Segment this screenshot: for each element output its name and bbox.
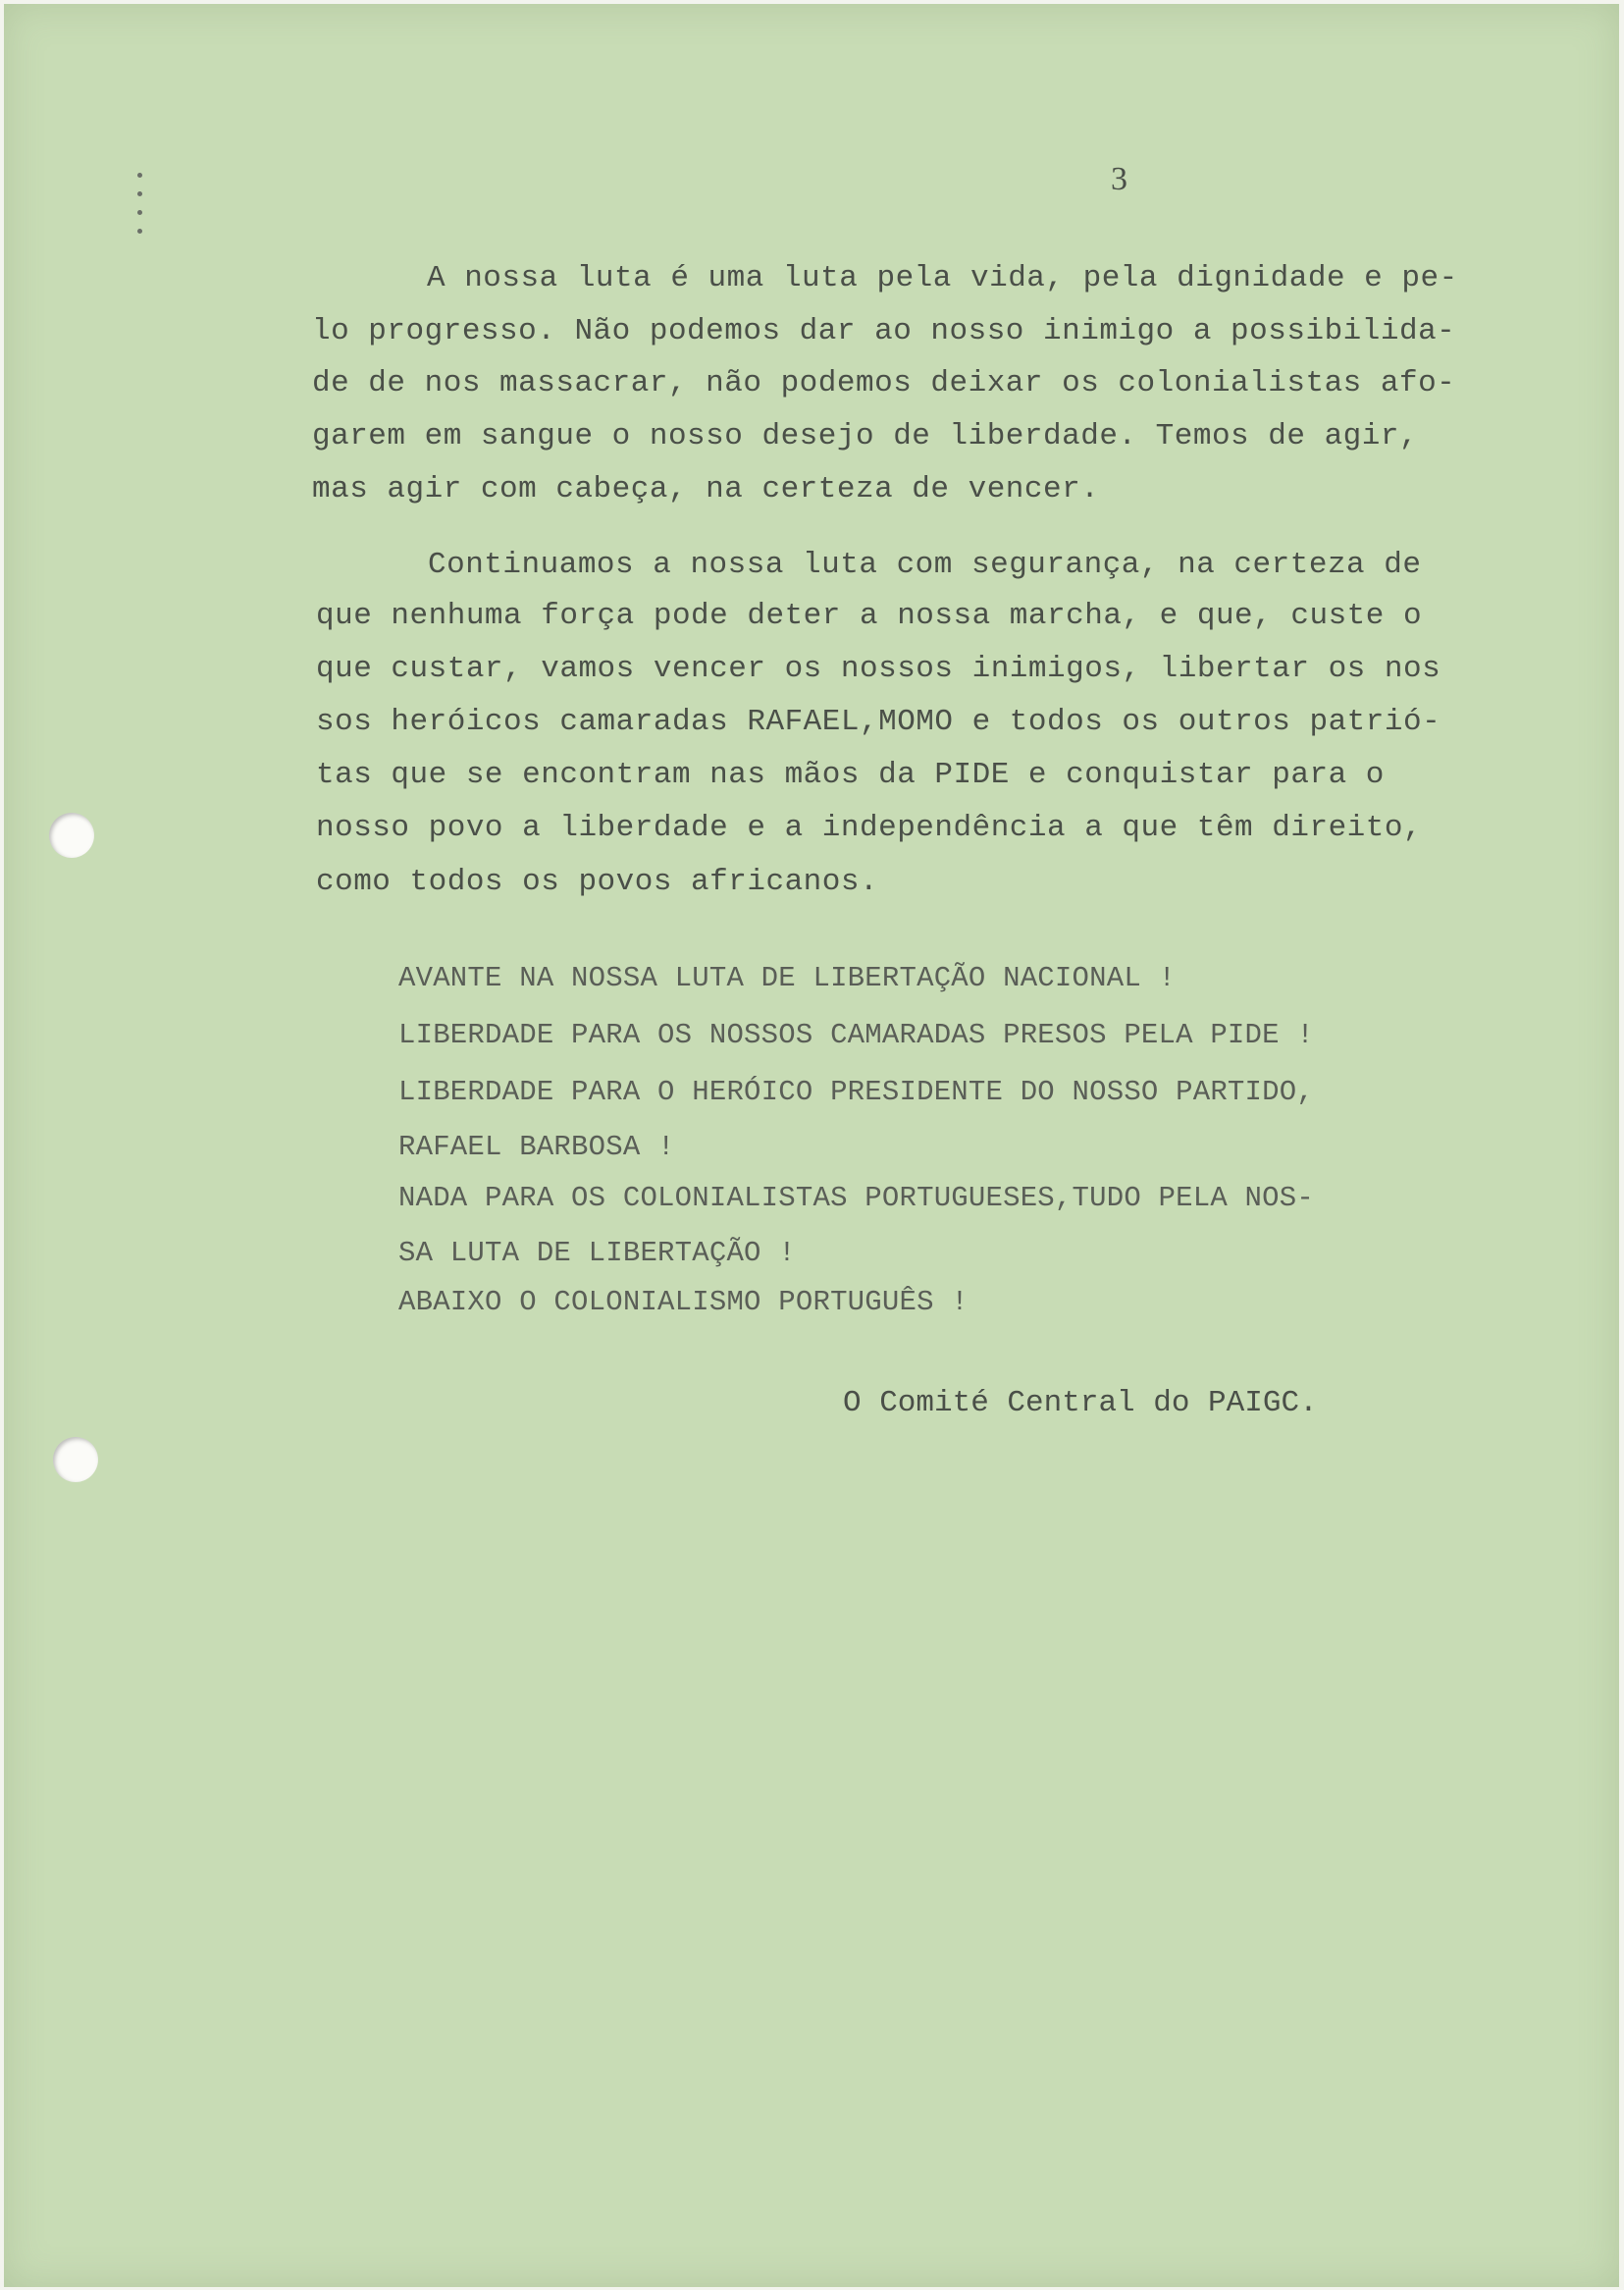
margin-marks xyxy=(134,173,146,261)
paragraph1-line: lo progresso. Não podemos dar ao nosso inimigo a possibilida- xyxy=(312,314,1456,348)
paragraph2-line: sos heróicos camaradas RAFAEL,MOMO e todos os outros patrió- xyxy=(316,705,1441,739)
paragraph2-line: que nenhuma força pode deter a nossa marcha, e que, custe o xyxy=(316,599,1423,633)
paragraph1-line: A nossa luta é uma luta pela vida, pela dignidade e pe- xyxy=(427,261,1458,295)
slogan-line: NADA PARA OS COLONIALISTAS PORTUGUESES,TUDO PELA NOS- xyxy=(398,1182,1314,1214)
document-page xyxy=(4,4,1619,2287)
slogan-line: RAFAEL BARBOSA ! xyxy=(398,1131,675,1163)
slogan-line: SA LUTA DE LIBERTAÇÃO ! xyxy=(398,1237,796,1269)
slogan-line: LIBERDADE PARA OS NOSSOS CAMARADAS PRESOS PELA PIDE ! xyxy=(398,1019,1314,1051)
punch-hole-bottom xyxy=(53,1437,98,1482)
paragraph2-line: tas que se encontram nas mãos da PIDE e conquistar para o xyxy=(316,758,1385,792)
paragraph1-line: garem em sangue o nosso desejo de liberdade. Temos de agir, xyxy=(312,419,1419,453)
slogan-line: ABAIXO O COLONIALISMO PORTUGUÊS ! xyxy=(398,1286,969,1318)
paragraph2-line: como todos os povos africanos. xyxy=(316,865,879,899)
paragraph2-line: Continuamos a nossa luta com segurança, na certeza de xyxy=(428,548,1422,582)
slogan-line: LIBERDADE PARA O HERÓICO PRESIDENTE DO NOSSO PARTIDO, xyxy=(398,1076,1314,1108)
signature: O Comité Central do PAIGC. xyxy=(843,1386,1318,1420)
page-number: 3 xyxy=(1111,161,1127,197)
paragraph2-line: nosso povo a liberdade e a independência a que têm direito, xyxy=(316,811,1423,845)
paragraph1-line: mas agir com cabeça, na certeza de vencer. xyxy=(312,472,1100,506)
paragraph2-line: que custar, vamos vencer os nossos inimigos, libertar os nos xyxy=(316,652,1441,686)
paragraph1-line: de de nos massacrar, não podemos deixar os colonialistas afo- xyxy=(312,366,1456,400)
punch-hole-top xyxy=(49,813,94,858)
slogan-line: AVANTE NA NOSSA LUTA DE LIBERTAÇÃO NACIONAL ! xyxy=(398,962,1177,994)
